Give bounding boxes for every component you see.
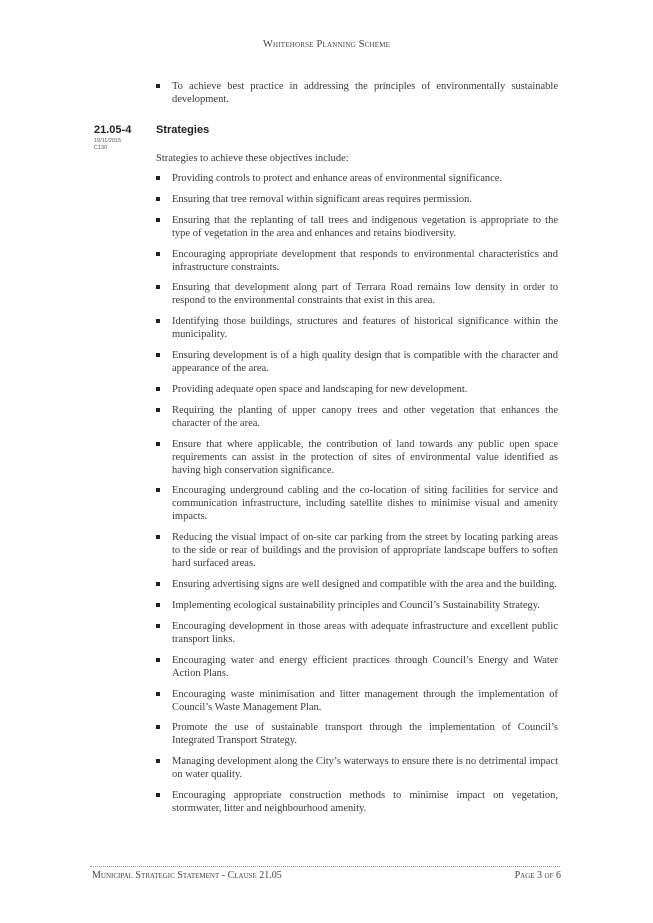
list-item: [156, 315, 558, 341]
list-item-text: Providing adequate open space and landscaping for new development.: [172, 383, 468, 395]
list-item: [156, 438, 558, 477]
square-bullet-icon: [156, 488, 160, 492]
list-item-text: Requiring the planting of upper canopy trees and other vegetation that enhances the character of the area.: [172, 404, 558, 429]
list-item: [156, 531, 558, 570]
list-item: [156, 193, 558, 206]
list-item-text: Encouraging appropriate construction methods to minimise impact on vegetation, stormwater, litter and neighbourhood amenity.: [172, 790, 558, 815]
list-item-text: Encouraging underground cabling and the co-location of siting facilities for service and communication infrastructure, including satellite dishes to minimise visual and amenity impacts.: [172, 485, 558, 523]
list-item: [156, 281, 558, 307]
list-item: [156, 349, 558, 375]
list-item: [156, 484, 558, 523]
list-item: [156, 383, 558, 396]
list-item-text: Providing controls to protect and enhance areas of environmental significance.: [172, 173, 503, 184]
square-bullet-icon: [156, 218, 160, 222]
list-item-text: Ensuring that tree removal within significant areas requires permission.: [172, 193, 473, 205]
list-item-text: Identifying those buildings, structures and features of historical significance within the municipality.: [172, 316, 558, 341]
amendment-code: C130: [94, 145, 108, 151]
amendment-date: 19/11/2015: [94, 138, 122, 144]
list-item-text: Encouraging development in those areas with adequate infrastructure and excellent public transport links.: [172, 620, 558, 645]
list-item: [156, 688, 558, 714]
list-item: [156, 620, 558, 646]
list-item-text: Promote the use of sustainable transport through the implementation of Council’s Integrated Transport Strategy.: [172, 722, 558, 747]
list-item-text: Ensuring development is of a high quality design that is compatible with the character and appearance of the area.: [172, 350, 558, 375]
square-bullet-icon: [156, 176, 160, 180]
square-bullet-icon: [156, 535, 160, 539]
list-item: [156, 172, 558, 185]
footer-clause: Municipal Strategic Statement - Clause 21.05: [92, 870, 282, 881]
square-bullet-icon: [156, 442, 160, 446]
list-item: [156, 789, 558, 815]
section-intro: Strategies to achieve these objectives include:: [156, 153, 349, 164]
section-title: Strategies: [156, 124, 210, 136]
list-item-text: Ensuring advertising signs are well designed and compatible with the area and the building.: [172, 579, 557, 591]
list-item: [156, 214, 558, 240]
square-bullet-icon: [156, 624, 160, 628]
list-item: [156, 755, 558, 781]
list-item: [156, 80, 558, 106]
square-bullet-icon: [156, 759, 160, 763]
section-meta: [94, 138, 121, 152]
square-bullet-icon: [156, 658, 160, 662]
square-bullet-icon: [156, 692, 160, 696]
strategy-list: [156, 172, 558, 823]
footer-divider: [90, 866, 560, 867]
list-item: [156, 654, 558, 680]
list-item-text: To achieve best practice in addressing the principles of environmentally sustainable development.: [172, 81, 558, 105]
list-item: [156, 721, 558, 747]
square-bullet-icon: [156, 197, 160, 201]
square-bullet-icon: [156, 408, 160, 412]
square-bullet-icon: [156, 603, 160, 607]
section-number: 21.05-4: [94, 124, 132, 136]
list-item-text: Encouraging appropriate development that responds to environmental characteristics and infrastructure constraints.: [172, 248, 558, 273]
page-header: Whitehorse Planning Scheme: [262, 39, 391, 50]
list-item-text: Managing development along the City’s waterways to ensure there is no detrimental impact on water quality.: [172, 756, 558, 781]
list-item: [156, 404, 558, 430]
square-bullet-icon: [156, 353, 160, 357]
intro-bullet-list: [156, 80, 558, 114]
list-item-text: Ensuring that development along part of Terrara Road remains low density in order to respond to the environmental constraints that exist in this area.: [172, 282, 558, 307]
square-bullet-icon: [156, 84, 160, 88]
list-item-text: Reducing the visual impact of on-site car parking from the street by locating parking areas to the side or rear of buildings and the provision of appropriate landscape buffers to soften hard surfaced areas.: [172, 532, 558, 570]
square-bullet-icon: [156, 252, 160, 256]
list-item: [156, 248, 558, 274]
list-item: [156, 578, 558, 591]
square-bullet-icon: [156, 582, 160, 586]
footer-page-number: Page 3 of 6: [514, 870, 561, 881]
square-bullet-icon: [156, 387, 160, 391]
list-item-text: Implementing ecological sustainability principles and Council’s Sustainability Strategy.: [172, 599, 540, 611]
square-bullet-icon: [156, 793, 160, 797]
square-bullet-icon: [156, 319, 160, 323]
square-bullet-icon: [156, 725, 160, 729]
list-item-text: Encouraging water and energy efficient practices through Council’s Energy and Water Action Plans.: [172, 654, 558, 679]
square-bullet-icon: [156, 285, 160, 289]
list-item-text: Ensuring that the replanting of tall trees and indigenous vegetation is appropriate to the type of vegetation in the area and enhances and retains biodiversity.: [172, 214, 558, 239]
list-item: [156, 599, 558, 612]
list-item-text: Ensure that where applicable, the contribution of land towards any public open space requirements can assist in the protection of sites of environmental value identified as having high conservation significance.: [172, 438, 558, 476]
list-item-text: Encouraging waste minimisation and litter management through the implementation of Council’s Waste Management Plan.: [172, 688, 558, 713]
